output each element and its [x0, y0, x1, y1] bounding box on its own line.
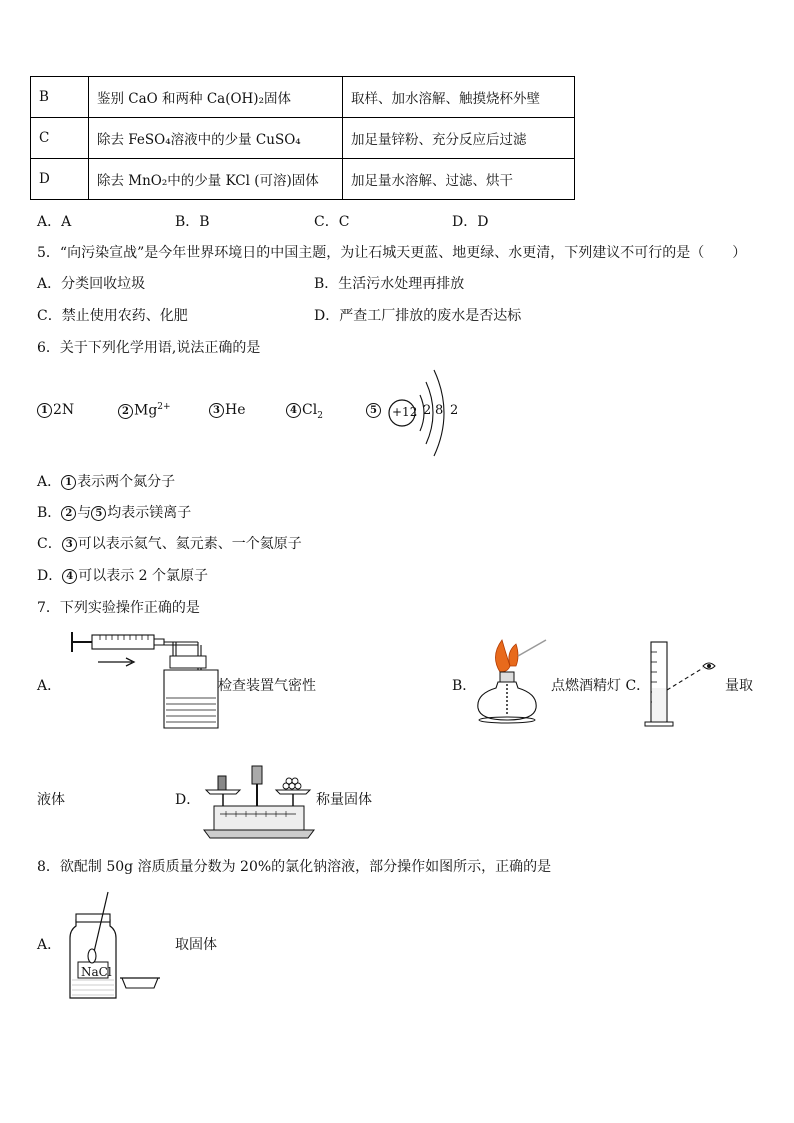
table-cell-purpose: 除去 MnO₂中的少量 KCl (可溶)固体	[89, 159, 343, 200]
q4-option-a[interactable]: A．A	[37, 214, 72, 230]
q5-option-d[interactable]: D．严查工厂排放的废水是否达标	[314, 308, 522, 324]
q5-option-a[interactable]: A．分类回收垃圾	[37, 276, 146, 292]
q7-stem: 7．下列实验操作正确的是	[37, 600, 200, 616]
q4-option-c[interactable]: C．C	[314, 214, 350, 230]
q7-option-c-text: 量取	[725, 678, 753, 694]
q7-option-c-text-cont: 液体	[37, 792, 65, 808]
q6-option-b[interactable]	[37, 502, 191, 522]
table-cell-letter: C	[31, 118, 89, 159]
q5-stem: 5．“向污染宣战”是今年世界环境日的中国主题，为让石城天更蓝、地更绿、水更清，下列建议不可行的是（ ）	[37, 245, 747, 261]
q6-symbol-4	[286, 402, 323, 421]
shell-1-electrons: 2	[423, 403, 432, 418]
option-prefix: A．	[37, 474, 62, 490]
circled-number: 5	[91, 506, 106, 521]
q6-symbol-1	[37, 402, 74, 418]
q7-option-b-label[interactable]: B．	[452, 678, 477, 694]
option-connector: 与	[77, 505, 92, 521]
q6-option-c[interactable]	[37, 533, 302, 553]
circled-number: 1	[37, 403, 52, 418]
table-cell-method: 加足量水溶解、过滤、烘干	[343, 159, 575, 200]
circled-number: 2	[61, 506, 76, 521]
q4-option-b[interactable]: B．B	[175, 214, 210, 230]
q8-option-a-label[interactable]: A．	[37, 937, 62, 953]
table-cell-letter: D	[31, 159, 89, 200]
option-text: 均表示镁离子	[107, 505, 192, 521]
q7-option-b-text: 点燃酒精灯 C．	[551, 678, 651, 694]
circled-number: 3	[209, 403, 224, 418]
table-cell-method: 加足量锌粉、充分反应后过滤	[343, 118, 575, 159]
option-prefix: D．	[37, 568, 63, 584]
q4-option-d[interactable]: D．D	[452, 214, 489, 230]
option-text: 表示两个氮分子	[77, 474, 176, 490]
q6-stem: 6．关于下列化学用语,说法正确的是	[37, 340, 261, 356]
option-prefix: B．	[37, 505, 62, 521]
circled-number: 4	[62, 569, 77, 584]
options-table	[30, 76, 575, 200]
q6-option-d[interactable]	[37, 565, 208, 585]
alcohol-lamp-image	[470, 636, 550, 728]
option-text: 可以表示 2 个氯原子	[78, 568, 209, 584]
q5-option-b[interactable]: B．生活污水处理再排放	[314, 276, 465, 292]
q5-option-c[interactable]: C．禁止使用农药、化肥	[37, 308, 188, 324]
q8-option-a-text: 取固体	[175, 937, 217, 953]
q7-option-a-text: 检查装置气密性	[218, 678, 316, 694]
symbol-superscript: 2+	[157, 402, 171, 412]
jar-label: NaCl	[81, 965, 112, 979]
shell-3-electrons: 2	[450, 403, 459, 418]
table-row	[31, 159, 575, 200]
circled-number: 2	[118, 404, 133, 419]
circled-number: 5	[366, 403, 381, 418]
circled-number: 1	[61, 475, 76, 490]
table-cell-method: 取样、加水溶解、触摸烧杯外壁	[343, 77, 575, 118]
q7-option-d-text: 称量固体	[316, 792, 372, 808]
graduated-cylinder-image	[645, 638, 725, 730]
symbol-text: Mg	[134, 402, 158, 419]
symbol-text: He	[225, 402, 246, 418]
q6-symbol-2	[118, 402, 171, 419]
symbol-text: 2N	[53, 402, 75, 418]
circled-number: 4	[286, 403, 301, 418]
airtightness-apparatus-image	[70, 628, 220, 733]
table-cell-purpose: 除去 FeSO₄溶液中的少量 CuSO₄	[89, 118, 343, 159]
circled-number: 3	[62, 537, 77, 552]
table-row	[31, 118, 575, 159]
symbol-text: Cl	[302, 402, 318, 418]
table-row	[31, 77, 575, 118]
option-text: 可以表示氦气、氦元素、一个氦原子	[77, 536, 302, 552]
q7-option-a-label[interactable]: A．	[37, 678, 62, 694]
table-cell-purpose: 鉴别 CaO 和两种 Ca(OH)₂固体	[89, 77, 343, 118]
q6-symbol-3	[209, 402, 246, 418]
q7-option-d-label[interactable]: D．	[175, 792, 201, 808]
option-prefix: C．	[37, 536, 62, 552]
q8-stem: 8．欲配制 50g 溶质质量分数为 20%的氯化钠溶液，部分操作如图所示，正确的是	[37, 859, 552, 875]
table-cell-letter: B	[31, 77, 89, 118]
reagent-jar-image	[64, 890, 164, 1002]
nucleus-charge: +12	[392, 405, 418, 419]
shell-2-electrons: 8	[435, 403, 444, 418]
balance-scale-image	[200, 764, 318, 842]
q6-option-a[interactable]	[37, 471, 175, 491]
symbol-subscript: 2	[317, 410, 323, 421]
